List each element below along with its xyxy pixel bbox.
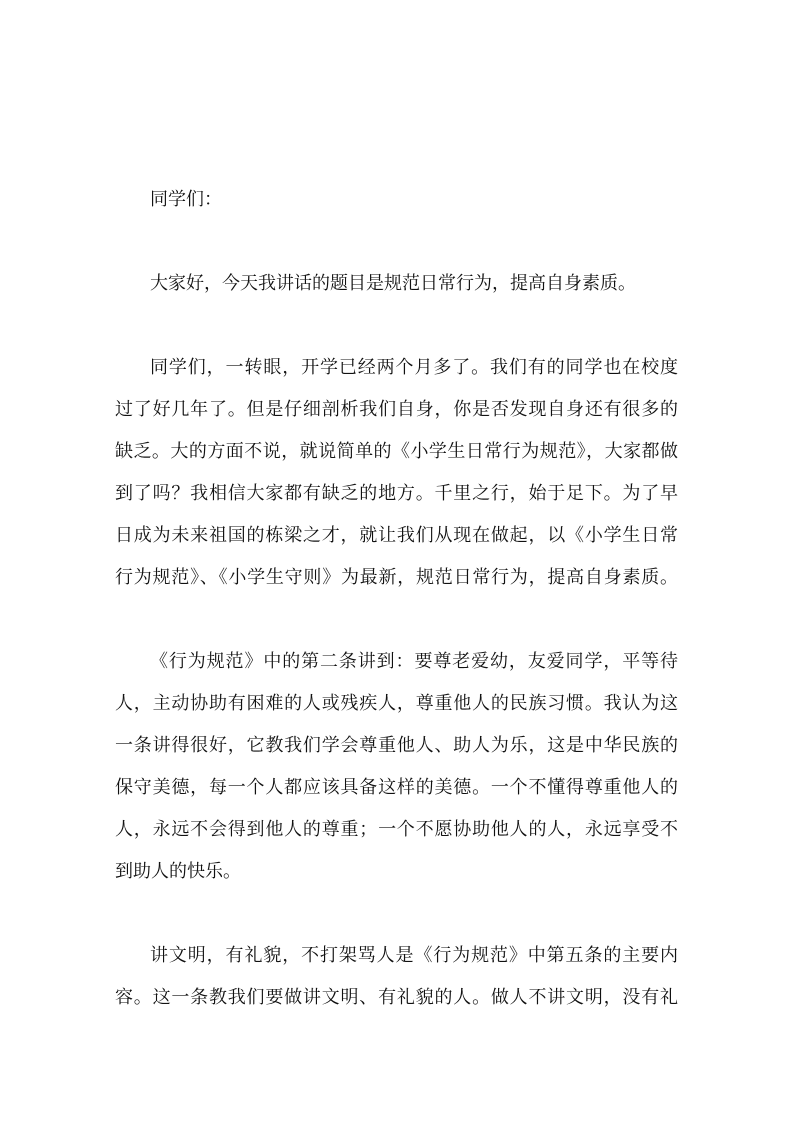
paragraph-4-line-3: 一条讲得很好，它教我们学会尊重他人、助人为乐，这是中华民族的 xyxy=(115,735,678,756)
paragraph-3-line-4: 到了吗？我相信大家都有缺乏的地方。千里之行，始于足下。为了早 xyxy=(115,483,678,504)
paragraph-3-line-2: 过了好几年了。但是仔细剖析我们自身，你是否发现自身还有很多的 xyxy=(115,399,678,420)
paragraph-4-line-2: 人，主动协助有困难的人或残疾人，尊重他人的民族习惯。我认为这 xyxy=(115,693,678,714)
paragraph-3-line-6: 行为规范》、《小学生守则》为最新，规范日常行为，提高自身素质。 xyxy=(115,567,678,588)
paragraph-3-line-5: 日成为未来祖国的栋梁之才，就让我们从现在做起，以《小学生日常 xyxy=(115,525,678,546)
paragraph-4-line-4: 保守美德，每一个人都应该具备这样的美德。一个不懂得尊重他人的 xyxy=(115,777,678,798)
paragraph-5-line-2: 容。这一条教我们要做讲文明、有礼貌的人。做人不讲文明，没有礼 xyxy=(115,987,678,1008)
paragraph-2-line-1: 大家好，今天我讲话的题目是规范日常行为，提高自身素质。 xyxy=(150,273,636,294)
paragraph-1-line-1: 同学们： xyxy=(150,189,222,210)
paragraph-4-line-5: 人，永远不会得到他人的尊重；一个不愿协助他人的人，永远享受不 xyxy=(115,819,678,840)
paragraph-4-line-6: 到助人的快乐。 xyxy=(115,861,241,882)
paragraph-4-line-1: 《行为规范》中的第二条讲到：要尊老爱幼，友爱同学，平等待 xyxy=(150,651,678,672)
paragraph-3-line-1: 同学们，一转眼，开学已经两个月多了。我们有的同学也在校度 xyxy=(150,357,678,378)
paragraph-5-line-1: 讲文明，有礼貌，不打架骂人是《行为规范》中第五条的主要内 xyxy=(150,945,678,966)
paragraph-3-line-3: 缺乏。大的方面不说，就说简单的《小学生日常行为规范》，大家都做 xyxy=(115,441,678,462)
